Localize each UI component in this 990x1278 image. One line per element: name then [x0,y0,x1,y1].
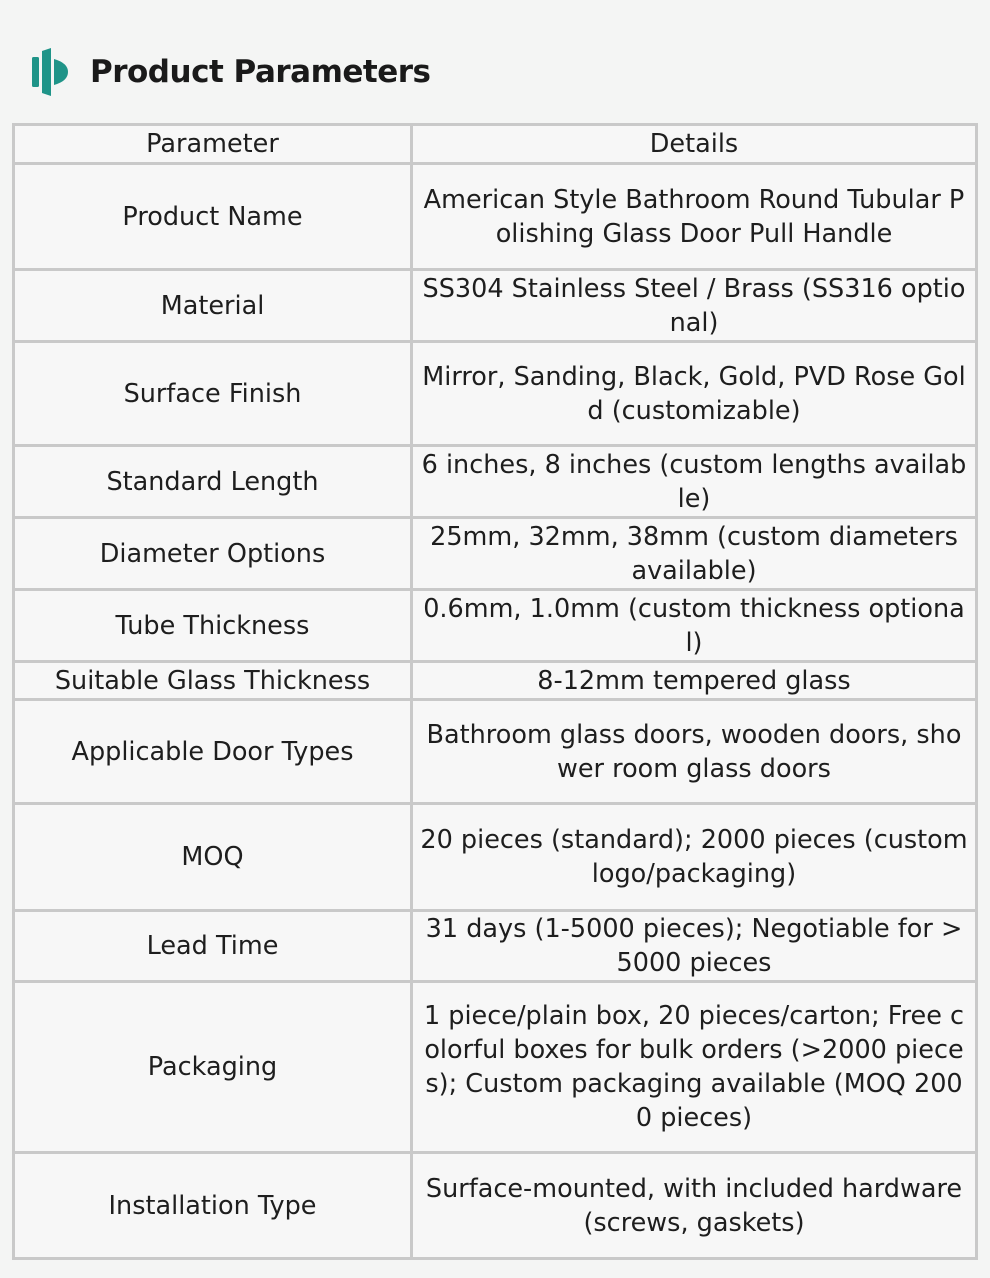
details-cell: 6 inches, 8 inches (custom lengths available) [412,446,977,518]
parameter-cell: Suitable Glass Thickness [14,662,412,700]
door-handle-icon [30,47,74,97]
table-row [14,270,977,342]
table-row [14,446,977,518]
page-title: Product Parameters [90,54,431,90]
table-row [14,164,977,270]
details-cell: 25mm, 32mm, 38mm (custom diameters available) [412,518,977,590]
details-cell: 20 pieces (standard); 2000 pieces (custom logo/packaging) [412,804,977,911]
parameter-cell: Installation Type [14,1153,412,1259]
table-row [14,911,977,982]
details-cell: Surface-mounted, with included hardware (screws, gaskets) [412,1153,977,1259]
details-cell: 0.6mm, 1.0mm (custom thickness optional) [412,590,977,662]
parameter-cell: Tube Thickness [14,590,412,662]
details-cell: Mirror, Sanding, Black, Gold, PVD Rose Gold (customizable) [412,342,977,446]
parameter-cell: MOQ [14,804,412,911]
parameters-table [12,123,978,1260]
table-row [14,1153,977,1259]
parameter-cell: Product Name [14,164,412,270]
parameter-cell: Material [14,270,412,342]
table-row [14,342,977,446]
table-row [14,982,977,1153]
details-cell: 1 piece/plain box, 20 pieces/carton; Free colorful boxes for bulk orders (>2000 pieces); Custom packaging available (MOQ 2000 pieces) [412,982,977,1153]
parameter-cell: Surface Finish [14,342,412,446]
section-header [30,46,430,98]
details-cell: 31 days (1-5000 pieces); Negotiable for >5000 pieces [412,911,977,982]
table-row [14,804,977,911]
table-header-row [14,125,977,164]
table-row [14,700,977,804]
table-row [14,662,977,700]
details-cell: 8-12mm tempered glass [412,662,977,700]
details-cell: SS304 Stainless Steel / Brass (SS316 optional) [412,270,977,342]
table-row [14,590,977,662]
column-header-parameter: Parameter [14,125,412,164]
details-cell: Bathroom glass doors, wooden doors, shower room glass doors [412,700,977,804]
column-header-details: Details [412,125,977,164]
table-row [14,518,977,590]
parameter-cell: Diameter Options [14,518,412,590]
details-cell: American Style Bathroom Round Tubular Polishing Glass Door Pull Handle [412,164,977,270]
parameter-cell: Applicable Door Types [14,700,412,804]
parameter-cell: Standard Length [14,446,412,518]
parameter-cell: Packaging [14,982,412,1153]
parameter-cell: Lead Time [14,911,412,982]
